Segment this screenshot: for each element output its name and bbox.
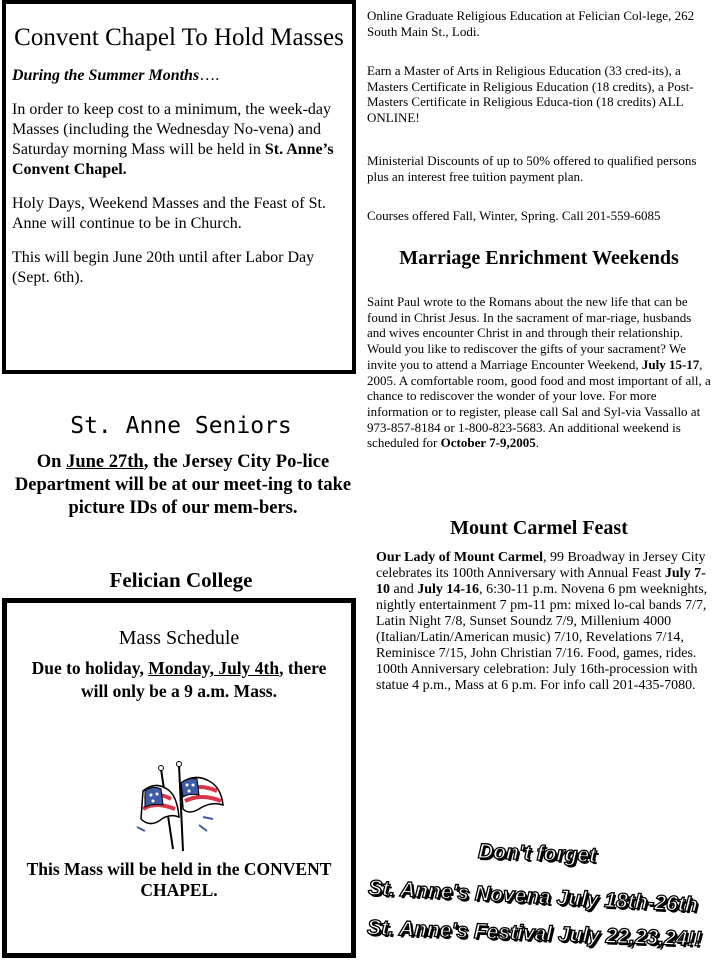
felician-college-heading: Felician College xyxy=(109,568,253,592)
convent-paragraph-3: This will begin June 20th until after Labor Day (Sept. 6th). xyxy=(12,249,315,286)
convent-chapel-box xyxy=(2,0,356,374)
seniors-title: St. Anne Seniors xyxy=(70,413,292,439)
education-paragraph-3: Ministerial Discounts of up to 50% offered to qualified persons plus an interest free tuition payment plan. xyxy=(367,153,697,184)
marriage-body: Saint Paul wrote to the Romans about the new life that can be found in Christ Jesus. In the sacrament of mar-riage, husbands and wives encounter Christ in and through their relationship. Would you like to rediscover the gifts of your sacrament? We invite you to attend a Marriage Encounter Weekend, July 15-17, 2005. A comfortable room, good food and most important of all, a chance to rediscover the wonder of your love. For more information or to register, please call Sal and Syl-via Vassallo at 973-857-8184 or 1-800-823-5683. An additional weekend is scheduled for October 7-9,2005. xyxy=(367,294,711,451)
education-paragraph-2: Earn a Master of Arts in Religious Education (33 cred-its), a Masters Certificate in Religious Education (18 credits), a Post-Masters Certificate in Religious Educa-tion (18 credits) ALL ONLINE! xyxy=(367,63,694,125)
dont-forget-banner: Don't forget xyxy=(477,839,597,868)
holiday-notice: Due to holiday, Monday, July 4th, there will only be a 9 a.m. Mass. xyxy=(31,658,327,701)
seniors-body: On June 27th, the Jersey City Po-lice Department will be at our meet-ing to take picture IDs of our mem-bers. xyxy=(14,452,352,518)
convent-title: Convent Chapel To Hold Masses xyxy=(14,24,344,51)
mass-schedule-title: Mass Schedule xyxy=(118,627,240,649)
convent-chapel-notice: This Mass will be held in the CONVENT CHAPEL. xyxy=(26,859,332,900)
convent-paragraph-1: In order to keep cost to a minimum, the week-day Masses (including the Wednesday No-vena) and Saturday morning Mass will be held in St. Anne’s Convent Chapel. xyxy=(12,101,334,178)
convent-subtitle: During the Summer Months…. xyxy=(12,67,220,84)
carmel-body: Our Lady of Mount Carmel, 99 Broadway in Jersey City celebrates its 100th Anniversary with Annual Feast July 7-10 and July 14-16, 6:30-11 p.m. Novena 6 pm weeknights, nightly entertainment 7 pm-11 pm: mixed lo-cal bands 7/7, Latin Night 7/8, Sunset Soundz 7/9, Millenium 4000 (Italian/Latin/American music) 7/10, Revelations 7/14, Reminisce 7/15, John Christian 7/16. Food, games, rides. 100th Anniversary celebration: July 16th-procession with statue 4 p.m., Mass at 6 p.m. For info call 201-435-7080. xyxy=(376,550,708,693)
novena-banner: St. Anne's Novena July 18th-26th xyxy=(367,876,699,917)
education-paragraph-1: Online Graduate Religious Education at Felician Col-lege, 262 South Main St., Lodi. xyxy=(367,8,695,39)
festival-banner: St. Anne's Festival July 22,23,24!! xyxy=(366,916,702,951)
mass-schedule-box xyxy=(2,598,356,958)
convent-paragraph-2: Holy Days, Weekend Masses and the Feast of St. Anne will continue to be in Church. xyxy=(12,195,326,232)
education-paragraph-4: Courses offered Fall, Winter, Spring. Call 201-559-6085 xyxy=(367,208,661,223)
american-flags-icon xyxy=(133,761,229,853)
marriage-title: Marriage Enrichment Weekends xyxy=(399,247,679,269)
carmel-title: Mount Carmel Feast xyxy=(450,517,628,539)
